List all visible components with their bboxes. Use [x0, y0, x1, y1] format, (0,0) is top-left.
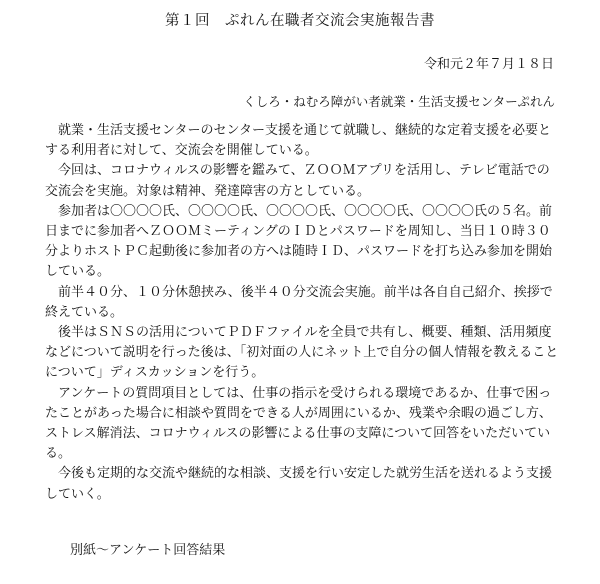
report-title: 第１回 ぷれん在職者交流会実施報告書: [165, 13, 435, 29]
report-date: 令和元２年７月１８日: [423, 57, 554, 72]
paragraph-survey: アンケートの質問項目としては、仕事の指示を受けられる環境であるか、仕事で困ったことがあった場合に相談や質問をできる人が周囲にいるか、残業や余暇の過ごし方、ストレス解消法、コロナウィルスの影響による仕事の支障について回答をいただいている。: [45, 385, 552, 462]
paragraph-overview: 就業・生活支援センターのセンター支援を通じて就職し、継続的な定着支援を必要とする利用者に対して、交流会を開催している。: [45, 123, 551, 159]
organization-name: くしろ・ねむろ障がい者就業・生活支援センターぷれん: [243, 94, 555, 109]
paragraph-sns-discussion: 後半はＳＮＳの活用についてＰＤＦファイルを全員で共有し、概要、種類、活用頻度などについて説明を行った後は、「初対面の人にネット上で自分の個人情報を教えることについて」ディスカッションを行う。: [45, 325, 559, 381]
report-body: [45, 121, 559, 505]
paragraph-schedule: 前半４０分、１０分休憩挟み、後半４０分交流会実施。前半は各自自己紹介、挨拶で終えている。: [45, 284, 553, 320]
paragraph-zoom-method: 今回は、コロナウィルスの影響を鑑みて、ＺＯＯＭアプリを活用し、テレビ電話での交流会を実施。対象は精神、発達障害の方としている。: [45, 163, 550, 199]
annex-note: 別紙～アンケート回答結果: [70, 543, 226, 558]
paragraph-future-support: 今後も定期的な交流や継続的な相談、支援を行い安定した就労生活を送れるよう支援していく。: [45, 466, 553, 502]
paragraph-participants: 参加者は〇〇〇〇氏、〇〇〇〇氏、〇〇〇〇氏、〇〇〇〇氏、〇〇〇〇氏の５名。前日までに参加者へＺＯＯＭミーティングのＩＤとパスワードを周知し、当日１０時３０分よりホストＰＣ起動後に参加者の方へは随時ＩＤ、パスワードを打ち込み参加を開始している。: [45, 203, 553, 280]
